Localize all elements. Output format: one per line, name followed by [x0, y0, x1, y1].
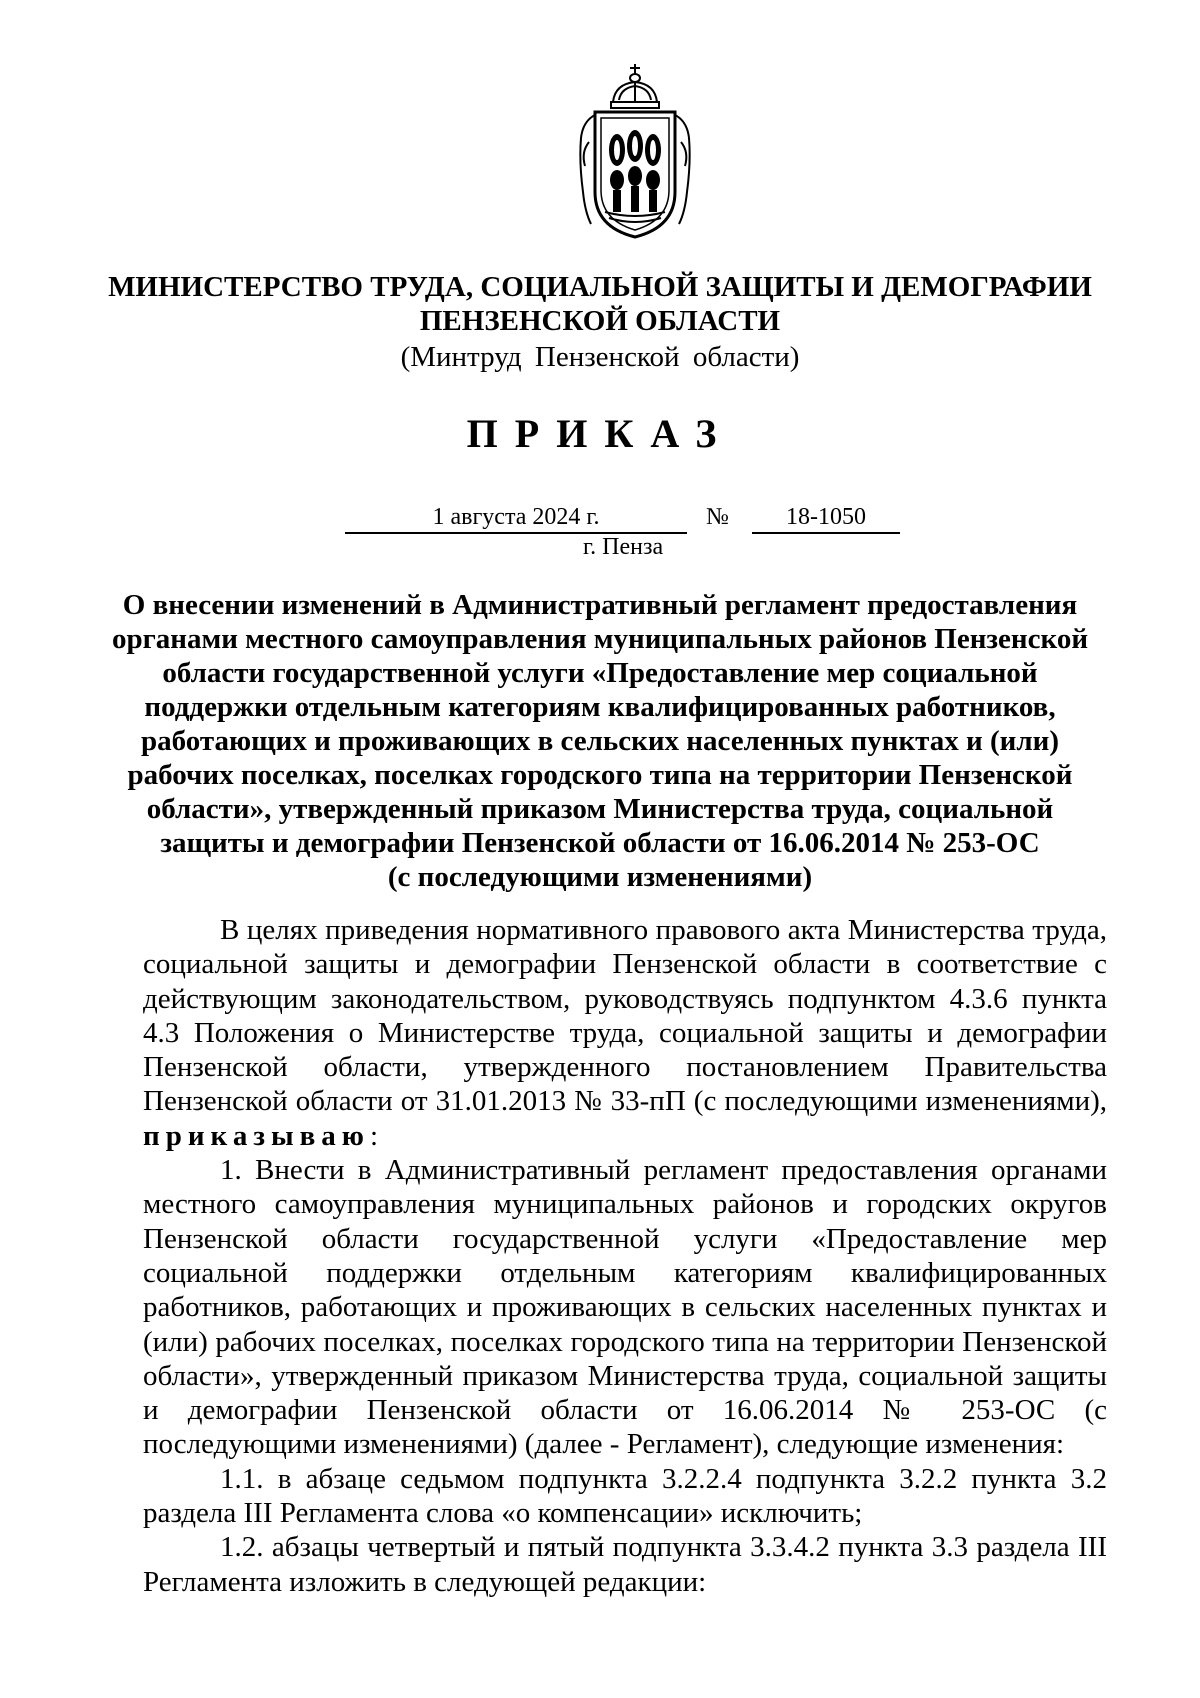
item-1-1-paragraph: 1.1. в абзаце седьмом подпункта 3.2.2.4 подпункта 3.2.2 пункта 3.2 раздела III Регламента слова «о компенсации» исключить; [143, 1462, 1107, 1530]
subject-line: О внесении изменений в Административный регламент предоставления [122, 589, 1078, 621]
order-city: г. Пенза [583, 534, 664, 560]
order-colon: : [369, 1119, 378, 1152]
subject-line: области государственной услуги «Предоставление мер социальной [162, 657, 1038, 689]
preamble-text: В целях приведения нормативного правового акта Министерства труда, социальной защиты и демографии Пензенской области в соответствие с действующим законодательством, руководствуясь подпунктом 4.3.6 пункта 4.3 Положения о Министерстве труда, социальной защиты и демографии Пензенской области, утвержденного постановлением Правительства Пензенской области от 31.01.2013 № 33-пП (с последующими изменениями), [143, 914, 1107, 1118]
subject-line: защиты и демографии Пензенской области от 16.06.2014 № 253-ОС [160, 827, 1040, 859]
subject-line: поддержки отдельным категориям квалифицированных работников, [144, 691, 1056, 723]
item-1-paragraph: 1. Внести в Административный регламент предоставления органами местного самоуправления муниципальных районов и городских округов Пензенской области государственной услуги «Предоставление мер социальной поддержки отдельным категориям квалифицированных работников, работающих и проживающих в сельских населенных пунктах и (или) рабочих поселках, поселках городского типа на территории Пензенской области», утвержденный приказом Министерства труда, социальной защиты и демографии Пензенской области от 16.06.2014 № 253-ОС (с последующими изменениями) (далее - Регламент), следующие изменения: [143, 1154, 1107, 1461]
order-number: 18-1050 [752, 502, 900, 534]
order-title: ПРИКАЗ [466, 411, 734, 456]
order-date: 1 августа 2024 г. [345, 502, 687, 534]
ministry-name-line-1: МИНИСТЕРСТВО ТРУДА, СОЦИАЛЬНОЙ ЗАЩИТЫ И ДЕМОГРАФИИ [108, 271, 1092, 303]
item-1-2-paragraph: 1.2. абзацы четвертый и пятый подпункта 3.3.4.2 пункта 3.3 раздела III Регламента изложить в следующей редакции: [143, 1531, 1107, 1598]
ministry-short-name: (Минтруд Пензенской области) [400, 341, 800, 373]
order-body [143, 913, 1107, 1599]
order-subject [110, 588, 1090, 894]
subject-line: рабочих поселках, поселках городского типа на территории Пензенской [127, 759, 1073, 791]
ministry-name-line-2: ПЕНЗЕНСКОЙ ОБЛАСТИ [419, 305, 781, 337]
subject-line: работающих и проживающих в сельских населенных пунктах и (или) [141, 725, 1059, 757]
subject-line: области», утвержденный приказом Министерства труда, социальной [146, 793, 1054, 825]
coat-of-arms-icon [575, 62, 695, 242]
preamble-paragraph [143, 913, 1107, 1153]
subject-line: (с последующими изменениями) [387, 861, 813, 893]
subject-line: органами местного самоуправления муниципальных районов Пензенской [111, 623, 1089, 655]
order-number-sign: № [706, 504, 729, 530]
order-word: приказываю [143, 1119, 370, 1152]
